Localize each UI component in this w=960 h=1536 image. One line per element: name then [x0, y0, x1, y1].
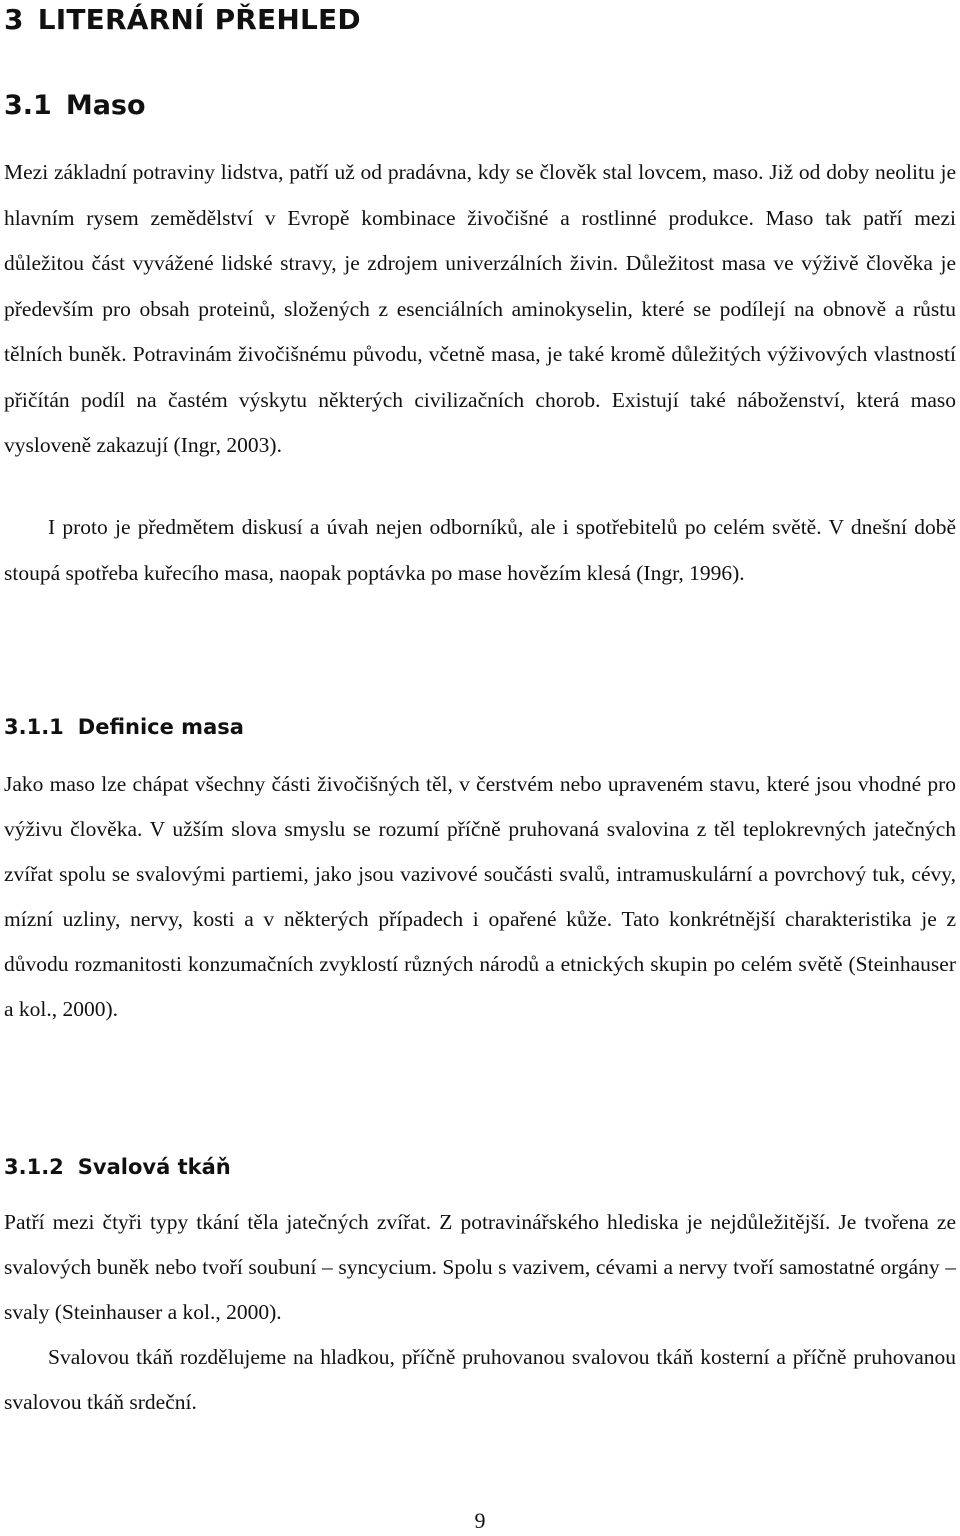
chapter-number: 3 — [4, 3, 24, 36]
subsection-title: Definice masa — [77, 715, 244, 739]
subsection-number: 3.1.1 — [4, 715, 64, 739]
subsection-number: 3.1.2 — [4, 1155, 64, 1179]
section-heading — [4, 86, 146, 126]
subsection-heading-muscle — [4, 1152, 231, 1182]
chapter-title: LITERÁRNÍ PŘEHLED — [37, 3, 361, 36]
page-number: 9 — [474, 1508, 486, 1533]
chapter-heading — [4, 0, 361, 40]
section-title: Maso — [65, 90, 146, 121]
paragraph-muscle-types: Svalovou tkáň rozdělujeme na hladkou, příčně pruhovanou svalovou tkáň kosterní a příčně pruhovanou svalovou tkáň srdeční. — [4, 1345, 956, 1414]
paragraph-muscle-tissue: Patří mezi čtyři typy tkání těla jatečných zvířat. Z potravinářského hlediska je nejdůležitější. Je tvořena ze svalových buněk nebo tvoří soubuní – syncycium. Spolu s vazivem, cévami a nervy tvoří samostatné orgány – svaly (Steinhauser a kol., 2000). — [4, 1210, 956, 1324]
subsection-title: Svalová tkáň — [77, 1155, 231, 1179]
paragraph-meat-definition: Jako maso lze chápat všechny části živočišných těl, v čerstvém nebo upraveném stavu, které jsou vhodné pro výživu člověka. V užším slova smyslu se rozumí příčně pruhovaná svalovina z těl teplokrevných jatečných zvířat spolu se svalovými partiemi, jako jsou vazivové součásti svalů, intramuskulární a povrchový tuk, cévy, mízní uzliny, nervy, kosti a v některých případech i opařené kůže. Tato konkrétnější charakteristika je z důvodu rozmanitosti konzumačních zvyklostí různých národů a etnických skupin po celém světě (Steinhauser a kol., 2000). — [4, 772, 956, 1021]
paragraph-consumption: I proto je předmětem diskusí a úvah nejen odborníků, ale i spotřebitelů po celém světě. V dnešní době stoupá spotřeba kuřecího masa, naopak poptávka po mase hovězím klesá (Ingr, 1996). — [4, 515, 956, 585]
section-number: 3.1 — [4, 90, 52, 121]
subsection-heading-definition — [4, 712, 244, 742]
paragraph-intro: Mezi základní potraviny lidstva, patří už od pradávna, kdy se člověk stal lovcem, maso. Již od doby neolitu je hlavním rysem zemědělství v Evropě kombinace živočišné a rostlinné produkce. Maso tak patří mezi důležitou část vyvážené lidské stravy, je zdrojem univerzálních živin. Důležitost masa ve výživě člověka je především pro obsah proteinů, složených z esenciálních aminokyselin, které se podílejí na obnově a růstu tělních buněk. Potravinám živočišnému původu, včetně masa, je také kromě důležitých výživových vlastností přičítán podíl na častém výskytu některých civilizačních chorob. Existují také náboženství, která maso vysloveně zakazují (Ingr, 2003). — [4, 160, 956, 457]
